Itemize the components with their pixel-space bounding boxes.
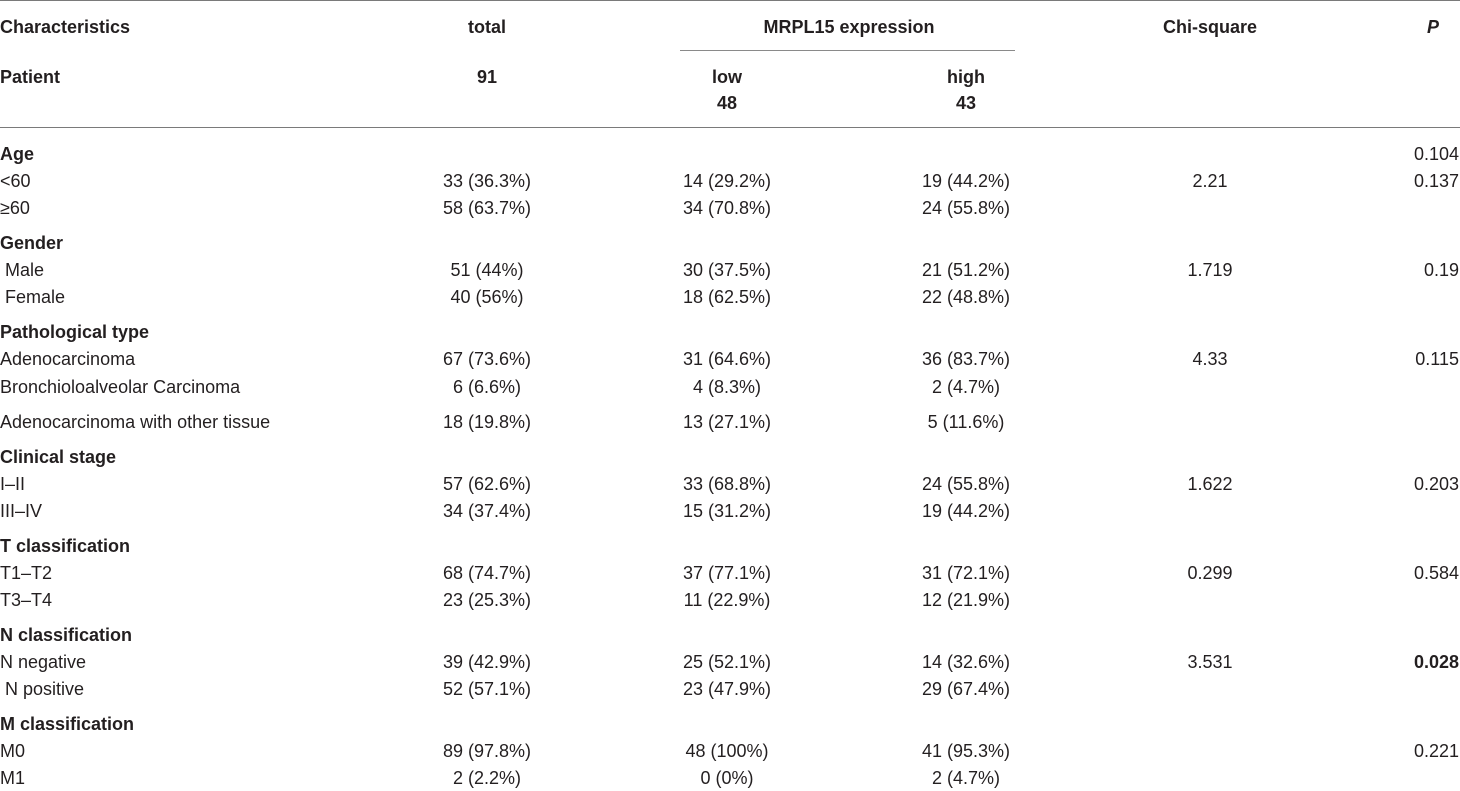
- cell-chi: 0.299: [1187, 563, 1233, 583]
- cell-low: 14 (29.2%): [682, 171, 772, 191]
- header-low-label: low: [712, 67, 742, 87]
- cell-high: 5 (11.6%): [927, 412, 1005, 432]
- row-label: T1–T2: [0, 563, 53, 583]
- row-label: Female: [0, 287, 66, 307]
- row-group-heading: Age: [0, 144, 35, 164]
- cell-total: 89 (97.8%): [442, 741, 532, 761]
- cell-p: 0.584: [1413, 563, 1459, 583]
- row-group-heading: Pathological type: [0, 322, 150, 342]
- cell-total: 33 (36.3%): [442, 171, 532, 191]
- header-characteristics: Characteristics: [0, 17, 131, 37]
- header-high-count: 43: [955, 93, 977, 113]
- row-label: ≥60: [0, 198, 30, 218]
- cell-high: 12 (21.9%): [921, 590, 1011, 610]
- cell-low: 4 (8.3%): [692, 377, 762, 397]
- cell-low: 25 (52.1%): [682, 652, 772, 672]
- row-label: Bronchioloalveolar Carcinoma: [0, 377, 241, 397]
- row-label: N negative: [0, 652, 87, 672]
- row-label: N positive: [0, 679, 85, 699]
- header-p-value: P: [1427, 17, 1440, 37]
- cell-total: 6 (6.6%): [452, 377, 522, 397]
- header-total: total: [468, 17, 506, 37]
- cell-high: 22 (48.8%): [921, 287, 1011, 307]
- mrpl15-subheader-rule: [680, 50, 1015, 51]
- row-label: <60: [0, 171, 31, 191]
- table-top-rule: [0, 0, 1460, 1]
- cell-total: 23 (25.3%): [442, 590, 532, 610]
- row-label: T3–T4: [0, 590, 53, 610]
- cell-total: 52 (57.1%): [442, 679, 532, 699]
- cell-high: 19 (44.2%): [921, 501, 1011, 521]
- cell-p: 0.115: [1415, 349, 1459, 369]
- cell-p: 0.19: [1423, 260, 1459, 280]
- cell-high: 24 (55.8%): [921, 198, 1011, 218]
- cell-chi: 3.531: [1187, 652, 1233, 672]
- row-group-heading: N classification: [0, 625, 133, 645]
- cell-low: 15 (31.2%): [682, 501, 772, 521]
- cell-low: 13 (27.1%): [682, 412, 772, 432]
- cell-total: 67 (73.6%): [442, 349, 532, 369]
- cell-total: 2 (2.2%): [452, 768, 522, 788]
- cell-p: 0.104: [1413, 144, 1459, 164]
- header-high-label: high: [947, 67, 985, 87]
- cell-total: 40 (56%): [450, 287, 524, 307]
- cell-low: 33 (68.8%): [682, 474, 772, 494]
- cell-chi: 1.719: [1187, 260, 1233, 280]
- cell-high: 29 (67.4%): [921, 679, 1011, 699]
- row-group-heading: T classification: [0, 536, 131, 556]
- cell-low: 11 (22.9%): [683, 590, 771, 610]
- cell-chi: 4.33: [1192, 349, 1228, 369]
- cell-total: 58 (63.7%): [442, 198, 532, 218]
- cell-p: 0.137: [1413, 171, 1459, 191]
- cell-p: 0.203: [1413, 474, 1459, 494]
- cell-p: 0.221: [1413, 741, 1459, 761]
- row-group-heading: Clinical stage: [0, 447, 117, 467]
- cell-low: 30 (37.5%): [682, 260, 772, 280]
- row-group-heading: M classification: [0, 714, 135, 734]
- cell-high: 31 (72.1%): [921, 563, 1011, 583]
- cell-high: 2 (4.7%): [931, 377, 1001, 397]
- cell-high: 36 (83.7%): [921, 349, 1011, 369]
- cell-low: 0 (0%): [700, 768, 754, 788]
- header-mrpl15-expression: MRPL15 expression: [763, 17, 935, 37]
- table-header-rule: [0, 127, 1460, 128]
- cell-total: 39 (42.9%): [442, 652, 532, 672]
- cell-low: 31 (64.6%): [682, 349, 772, 369]
- cell-high: 21 (51.2%): [921, 260, 1011, 280]
- header-chi-square: Chi-square: [1162, 17, 1258, 37]
- cell-low: 23 (47.9%): [682, 679, 772, 699]
- cell-high: 19 (44.2%): [921, 171, 1011, 191]
- cell-low: 48 (100%): [685, 741, 769, 761]
- cell-high: 41 (95.3%): [921, 741, 1011, 761]
- row-label: Adenocarcinoma with other tissue: [0, 412, 271, 432]
- cell-high: 2 (4.7%): [931, 768, 1001, 788]
- cell-chi: 2.21: [1192, 171, 1228, 191]
- row-label: I–II: [0, 474, 26, 494]
- cell-chi: 1.622: [1187, 474, 1233, 494]
- row-label: M1: [0, 768, 26, 788]
- cell-high: 24 (55.8%): [921, 474, 1011, 494]
- cell-total: 18 (19.8%): [442, 412, 532, 432]
- header-patient: Patient: [0, 67, 61, 87]
- row-group-heading: Gender: [0, 233, 64, 253]
- row-label: Male: [0, 260, 45, 280]
- row-label: Adenocarcinoma: [0, 349, 136, 369]
- header-low-count: 48: [716, 93, 738, 113]
- cell-total: 34 (37.4%): [442, 501, 532, 521]
- cell-p: 0.028: [1413, 652, 1459, 672]
- cell-total: 57 (62.6%): [442, 474, 532, 494]
- row-label: III–IV: [0, 501, 43, 521]
- cell-low: 18 (62.5%): [682, 287, 772, 307]
- cell-high: 14 (32.6%): [921, 652, 1011, 672]
- row-label: M0: [0, 741, 26, 761]
- header-patient-total: 91: [476, 67, 498, 87]
- cell-low: 37 (77.1%): [682, 563, 772, 583]
- cell-total: 68 (74.7%): [442, 563, 532, 583]
- cell-low: 34 (70.8%): [682, 198, 772, 218]
- cell-total: 51 (44%): [450, 260, 524, 280]
